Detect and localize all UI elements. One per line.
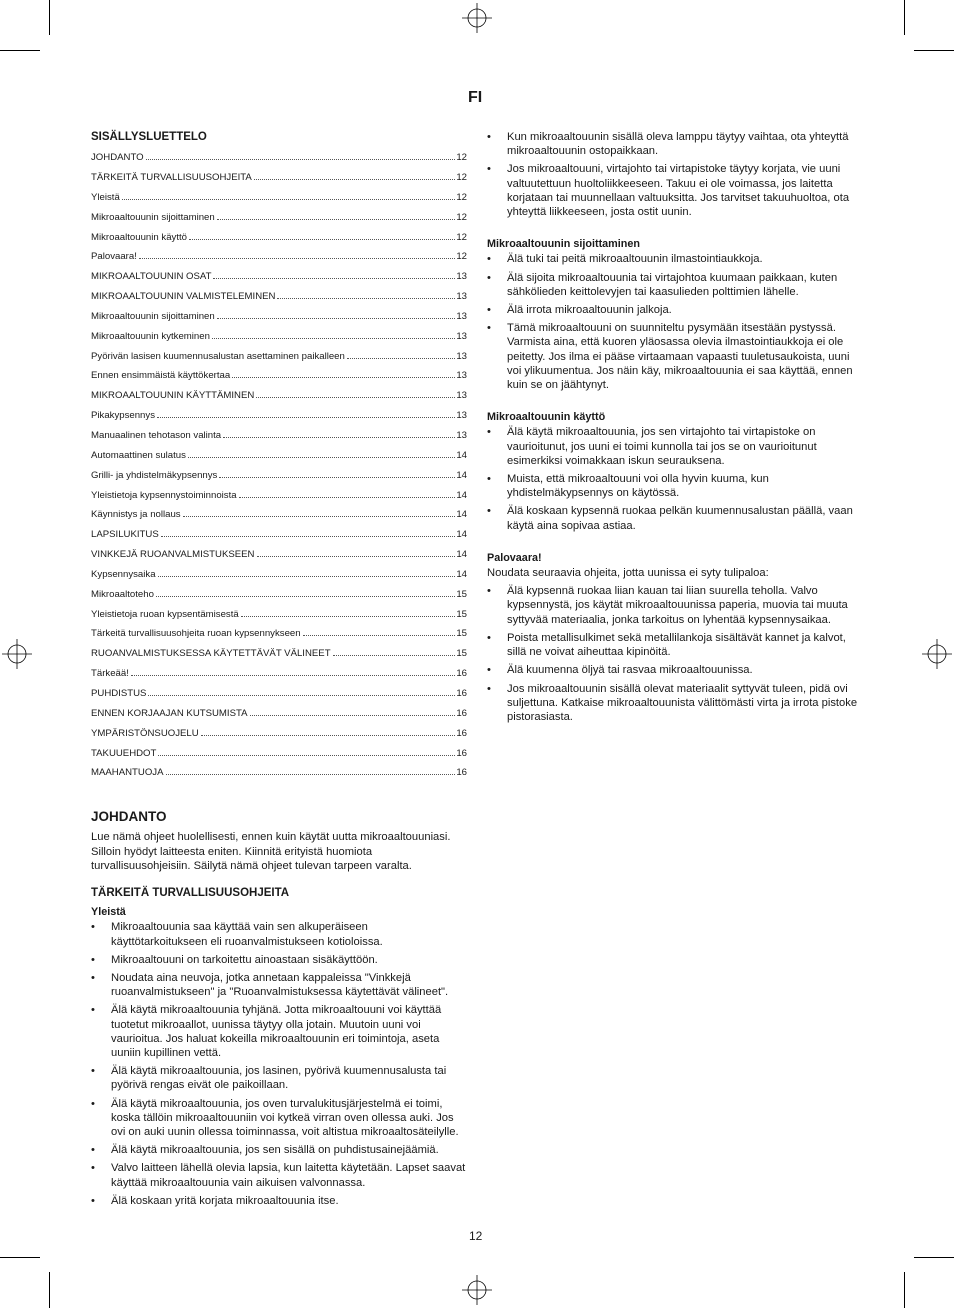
toc-entry-label: LAPSILUKITUS [91,529,159,541]
toc-leader [148,695,455,696]
toc-leader [347,358,455,359]
bullet-icon: • [487,664,491,677]
bullet-item [487,425,863,468]
crop-mark [0,1257,40,1258]
toc-leader [254,179,456,180]
toc-leader [157,417,455,418]
registration-mark-icon [2,639,32,669]
toc-leader [139,258,455,259]
toc-entry-page: 16 [456,727,467,739]
toc-entry-page: 14 [456,529,467,541]
toc-entry-label: JOHDANTO [91,152,144,164]
toc-entry [91,430,467,450]
toc-leader [201,735,456,736]
toc-leader [158,576,456,577]
bullet-text: Älä käytä mikroaaltouunia, jos lasinen, pyörivä kuumennusalusta tai pyörivä rengas eivät ole paikoillaan. [111,1065,447,1092]
bullet-icon: • [487,271,491,284]
bullet-text: Älä käytä mikroaaltouunia, jos sen virtajohto tai virtapistoke on vaurioitunut, jos uuni ei toimi kunnolla tai jos se on vaurioitunut esimerkiksi voimakkaan iskun seurauksena. [507,426,817,467]
toc-entry-page: 12 [456,231,467,243]
toc-entry-page: 14 [456,489,467,501]
toc-entry [91,668,467,688]
bullet-item [91,1143,467,1157]
toc-entry [91,767,467,787]
bullet-item [91,920,467,948]
bullet-text: Älä käytä mikroaaltouunia tyhjänä. Jotta mikroaaltouuni voi käyttää tuotetut mikroaallot, uunissa täytyy olla jotain. Muutoin uuni voi vaurioitua. Jos haluat kokeilla mikroaaltouunin eri toimintoja, aseta uuniin kupillinen vettä. [111,1004,442,1060]
bullet-icon: • [487,682,491,695]
bullet-text: Älä irrota mikroaaltouunin jalkoja. [507,304,672,317]
bullet-icon: • [91,1004,95,1017]
bullet-icon: • [91,953,95,966]
bullet-item [487,162,863,219]
crop-mark [0,50,40,51]
toc-entry-label: MIKROAALTOUUNIN OSAT [91,271,212,283]
bullet-item [487,321,863,392]
bullet-text: Muista, että mikroaaltouuni voi olla hyvin kuuma, kun yhdistelmäkypsennys on käytössä. [507,473,769,500]
registration-mark-icon [922,639,952,669]
bullet-text: Noudata aina neuvoja, jotka annetaan kappaleissa "Vinkkejä ruoanvalmistukseen" ja "Ruoanvalmistuksessa käytettävät välineet". [111,972,449,999]
toc-leader [250,715,456,716]
toc-entry-page: 14 [456,568,467,580]
toc-entry [91,311,467,331]
toc-entry-page: 12 [456,251,467,263]
toc-entry-page: 14 [456,449,467,461]
toc-entry-page: 13 [456,330,467,342]
safety-heading: TÄRKEITÄ TURVALLISUUSOHJEITA [91,887,290,900]
toc-entry [91,351,467,371]
toc-entry [91,529,467,549]
toc-leader [189,239,455,240]
toc-entry [91,251,467,271]
toc-entry [91,192,467,212]
toc-entry-label: Pyörivän lasisen kuumennusalustan asettaminen paikalleen [91,350,345,362]
bullet-item [487,663,863,677]
bullet-text: Älä käytä mikroaaltouunia, jos oven turvalukitusjärjestelmä ei toimi, koska tällöin mikroaaltouuniin voi kytkeä virran oven ollessa auki. Jos ovi on auki uunin ollessa toiminnassa, voit altistua mikroaaltosäteilylle. [111,1097,459,1139]
bullet-text: Mikroaaltouunia saa käyttää vain sen alkuperäiseen käyttötarkoitukseen eli ruoanvalmistukseen kotioloissa. [111,921,383,948]
toc-entry-label: Grilli- ja yhdistelmäkypsennys [91,469,218,481]
toc-entry-page: 16 [456,707,467,719]
toc-entry [91,509,467,529]
bullet-icon: • [487,304,491,317]
right-column [487,130,863,728]
bullet-item [91,953,467,967]
bullet-item [487,271,863,299]
bullet-item [487,303,863,317]
toc-entry [91,450,467,470]
toc-entry-label: TAKUUEHDOT [91,747,157,759]
bullet-item [91,971,467,999]
toc-leader [158,755,455,756]
bullet-item [487,504,863,532]
bullet-text: Älä käytä mikroaaltouunia, jos sen sisällä on puhdistusainejäämiä. [111,1144,439,1157]
toc-entry-page: 14 [456,549,467,561]
toc-entry [91,628,467,648]
bullet-icon: • [487,163,491,176]
bullet-icon: • [487,585,491,598]
crop-mark [904,0,905,35]
toc-entry-label: Mikroaaltoteho [91,588,154,600]
bullet-text: Jos mikroaaltouuni, virtajohto tai virtapistoke täytyy korjata, vie uuni valtuutettuun huoltoliikkeeseen. Takuu ei ole voimassa, jos laitetta korjataan tai muunnellaan valtuuksitta. Jos tarvitset takuuhuoltoa, ota yhteyttä liikkeeseen, josta ostit uunin. [507,163,850,219]
toc-entry-page: 13 [456,370,467,382]
registration-mark-icon [462,3,492,33]
bullet-item [487,252,863,266]
toc-entry [91,728,467,748]
toc-entry-page: 15 [456,588,467,600]
bullet-icon: • [91,1144,95,1157]
bullet-text: Mikroaaltouuni on tarkoitettu ainoastaan sisäkäyttöön. [111,953,378,966]
toc-entry [91,291,467,311]
left-column [91,130,467,1212]
bullet-item [91,1194,467,1208]
toc-entry-page: 12 [456,191,467,203]
toc-entry-page: 13 [456,310,467,322]
toc-entry [91,232,467,252]
toc-entry-label: Mikroaaltouunin kytkeminen [91,330,210,342]
bullet-text: Älä koskaan kypsennä ruokaa pelkän kuumennusalustan päällä, vaan käytä aina sopivaa astiaa. [507,505,853,532]
toc-leader [277,298,455,299]
usage-heading: Mikroaaltouunin käyttö [487,411,606,424]
bullet-item [91,1003,467,1060]
bullet-text: Tämä mikroaaltouuni on suunniteltu pysymään itsestään pystyssä. Varmista aina, että kuoren yläosassa olevia ilmastointiaukkoja ei ole peitetty. Jos ilma ei pääse virtaamaan vapaasti tuuletusaukoista, uuni voi ylikuumentua. Jos näin käy, mikroaaltouunia ei saa käyttää, ennen kuin se on jäähtynyt. [507,322,853,392]
toc-entry [91,172,467,192]
toc-entry-page: 13 [456,291,467,303]
toc-leader [241,616,456,617]
toc-entry-page: 14 [456,469,467,481]
toc-entry-label: ENNEN KORJAAJAN KUTSUMISTA [91,707,248,719]
toc-leader [223,437,455,438]
toc-entry-label: MIKROAALTOUUNIN KÄYTTÄMINEN [91,390,255,402]
toc-entry-label: Yleistietoja ruoan kypsentämisestä [91,608,239,620]
toc-entry-page: 16 [456,687,467,699]
toc-entry-page: 14 [456,509,467,521]
general-bullets-continued [487,130,863,219]
toc-leader [188,457,455,458]
crop-mark [904,1272,905,1308]
toc-entry-page: 15 [456,608,467,620]
toc-entry-label: MIKROAALTOUUNIN VALMISTELEMINEN [91,291,276,303]
toc-entry [91,648,467,668]
page-number: 12 [469,1229,483,1243]
bullet-item [487,631,863,659]
toc-entry-label: Kypsennysaika [91,568,156,580]
toc-leader [217,219,456,220]
toc-entry-label: Tärkeitä turvallisuusohjeita ruoan kypsennykseen [91,628,301,640]
toc-entry-page: 16 [456,767,467,779]
bullet-text: Älä sijoita mikroaaltouunia tai virtajohtoa kuumaan paikkaan, kuten sähkölieden keittolevyjen tai kaasulieden polttimien lähelle. [507,271,838,298]
toc-leader [219,477,455,478]
toc-entry-label: Manuaalinen tehotason valinta [91,430,222,442]
toc-entry-page: 13 [456,350,467,362]
bullet-icon: • [91,921,95,934]
usage-bullets [487,425,863,532]
fire-heading: Palovaara! [487,551,542,564]
toc-entry-label: MAAHANTUOJA [91,767,164,779]
toc-entry-label: RUOANVALMISTUKSESSA KÄYTETTÄVÄT VÄLINEET [91,648,331,660]
toc-entry [91,370,467,390]
bullet-icon: • [487,426,491,439]
toc-entry-label: YMPÄRISTÖNSUOJELU [91,727,199,739]
crop-mark [49,0,50,35]
toc-entry-label: Yleistietoja kypsennystoiminnoista [91,489,237,501]
toc-entry [91,708,467,728]
toc-list [91,152,467,787]
bullet-icon: • [91,1097,95,1110]
toc-entry-label: Automaattinen sulatus [91,449,186,461]
toc-leader [161,536,456,537]
bullet-icon: • [487,631,491,644]
toc-entry-page: 13 [456,390,467,402]
toc-entry [91,490,467,510]
toc-leader [239,497,456,498]
toc-entry-page: 16 [456,747,467,759]
bullet-item [91,1161,467,1189]
placement-heading: Mikroaaltouunin sijoittaminen [487,238,640,251]
bullet-item [91,1064,467,1092]
bullet-text: Älä kuumenna öljyä tai rasvaa mikroaaltouunissa. [507,664,753,677]
toc-leader [232,377,455,378]
general-bullets [91,920,467,1208]
toc-leader [257,556,456,557]
bullet-icon: • [487,322,491,335]
fire-intro: Noudata seuraavia ohjeita, jotta uunissa ei syty tulipaloa: [487,567,769,580]
toc-leader [213,278,455,279]
toc-entry-label: Palovaara! [91,251,137,263]
toc-leader [217,318,456,319]
toc-entry [91,549,467,569]
fire-bullets [487,584,863,724]
toc-entry [91,569,467,589]
toc-entry [91,271,467,291]
toc-leader [212,338,455,339]
registration-mark-icon [462,1275,492,1305]
bullet-icon: • [91,1065,95,1078]
crop-mark [49,1272,50,1308]
toc-leader [303,635,456,636]
toc-entry [91,470,467,490]
bullet-icon: • [91,972,95,985]
general-heading: Yleistä [91,906,126,919]
crop-mark [914,1257,954,1258]
bullet-text: Älä kypsennä ruokaa liian kauan tai liian suurella teholla. Valvo kypsennystä, jos käytät mikroaaltouunissa paperia, muovia tai muuta syttyvää materiaalia, jonka tarkoitus on lyhentää kypsennysaikaa. [507,585,848,626]
toc-entry-label: Mikroaaltouunin sijoittaminen [91,211,215,223]
toc-entry-page: 15 [456,648,467,660]
bullet-icon: • [487,253,491,266]
toc-entry-label: Mikroaaltouunin käyttö [91,231,187,243]
bullet-text: Valvo laitteen lähellä olevia lapsia, kun laitetta käytetään. Lapset saavat käyttää mikroaaltouunia vain aikuisen valvonnassa. [111,1162,466,1189]
toc-entry [91,609,467,629]
toc-leader [146,159,456,160]
toc-entry-label: PUHDISTUS [91,687,147,699]
toc-entry [91,589,467,609]
bullet-item [487,130,863,158]
toc-leader [131,675,455,676]
bullet-text: Jos mikroaaltouunin sisällä olevat materiaalit syttyvät tuleen, pidä ovi suljettuna. Katkaise mikroaaltouunista välittömästi virta ja irrota pistoke pistorasiasta. [507,682,858,723]
toc-entry-page: 15 [456,628,467,640]
bullet-icon: • [487,505,491,518]
toc-leader [256,397,455,398]
toc-entry-page: 16 [456,668,467,680]
toc-leader [156,596,455,597]
toc-entry [91,212,467,232]
toc-entry [91,410,467,430]
toc-entry-page: 13 [456,430,467,442]
toc-entry-page: 12 [456,152,467,164]
bullet-icon: • [487,131,491,143]
toc-entry-page: 13 [456,410,467,422]
toc-entry-label: Tärkeää! [91,668,129,680]
bullet-text: Älä koskaan yritä korjata mikroaaltouunia itse. [111,1194,339,1207]
intro-heading: JOHDANTO [91,809,167,825]
bullet-icon: • [91,1194,95,1207]
toc-entry-label: Käynnistys ja nollaus [91,509,181,521]
bullet-icon: • [487,473,491,486]
intro-text: Lue nämä ohjeet huolellisesti, ennen kuin käytät uutta mikroaaltouuniasi. Silloin hyödyt laitteesta eniten. Kiinnitä erityistä huomiota turvallisuusohjeisiin. Säilytä nämä ohjeet tulevan tarpeen varalta. [91,831,451,872]
toc-entry-page: 12 [456,172,467,184]
toc-entry-label: Pikakypsennys [91,410,155,422]
toc-entry-label: Ennen ensimmäistä käyttökertaa [91,370,231,382]
toc-entry-label: TÄRKEITÄ TURVALLISUUSOHJEITA [91,172,252,184]
bullet-item [487,584,863,627]
bullet-item [487,472,863,500]
toc-entry [91,152,467,172]
bullet-text: Kun mikroaaltouunin sisällä oleva lamppu täytyy vaihtaa, ota yhteyttä mikroaaltouunin ostopaikkaan. [507,131,849,158]
toc-entry-label: Yleistä [91,191,120,203]
toc-entry [91,390,467,410]
toc-entry [91,688,467,708]
toc-leader [122,199,456,200]
placement-bullets [487,252,863,392]
toc-entry-label: VINKKEJÄ RUOANVALMISTUKSEEN [91,549,255,561]
toc-entry [91,331,467,351]
toc-entry [91,748,467,768]
toc-entry-page: 13 [456,271,467,283]
bullet-text: Poista metallisulkimet sekä metallilankoja sisältävät kannet ja kalvot, sillä ne voivat aiheuttaa kipinöitä. [507,631,846,659]
crop-mark [914,50,954,51]
toc-entry-label: Mikroaaltouunin sijoittaminen [91,310,215,322]
toc-leader [166,774,456,775]
toc-leader [183,516,456,517]
toc-title: SISÄLLYSLUETTELO [91,131,207,143]
bullet-text: Älä tuki tai peitä mikroaaltouunin ilmastointiaukkoja. [507,253,763,266]
language-code: FI [468,89,483,106]
bullet-icon: • [91,1162,95,1175]
bullet-item [91,1097,467,1140]
toc-leader [333,655,456,656]
toc-entry-page: 12 [456,211,467,223]
bullet-item [487,682,863,725]
